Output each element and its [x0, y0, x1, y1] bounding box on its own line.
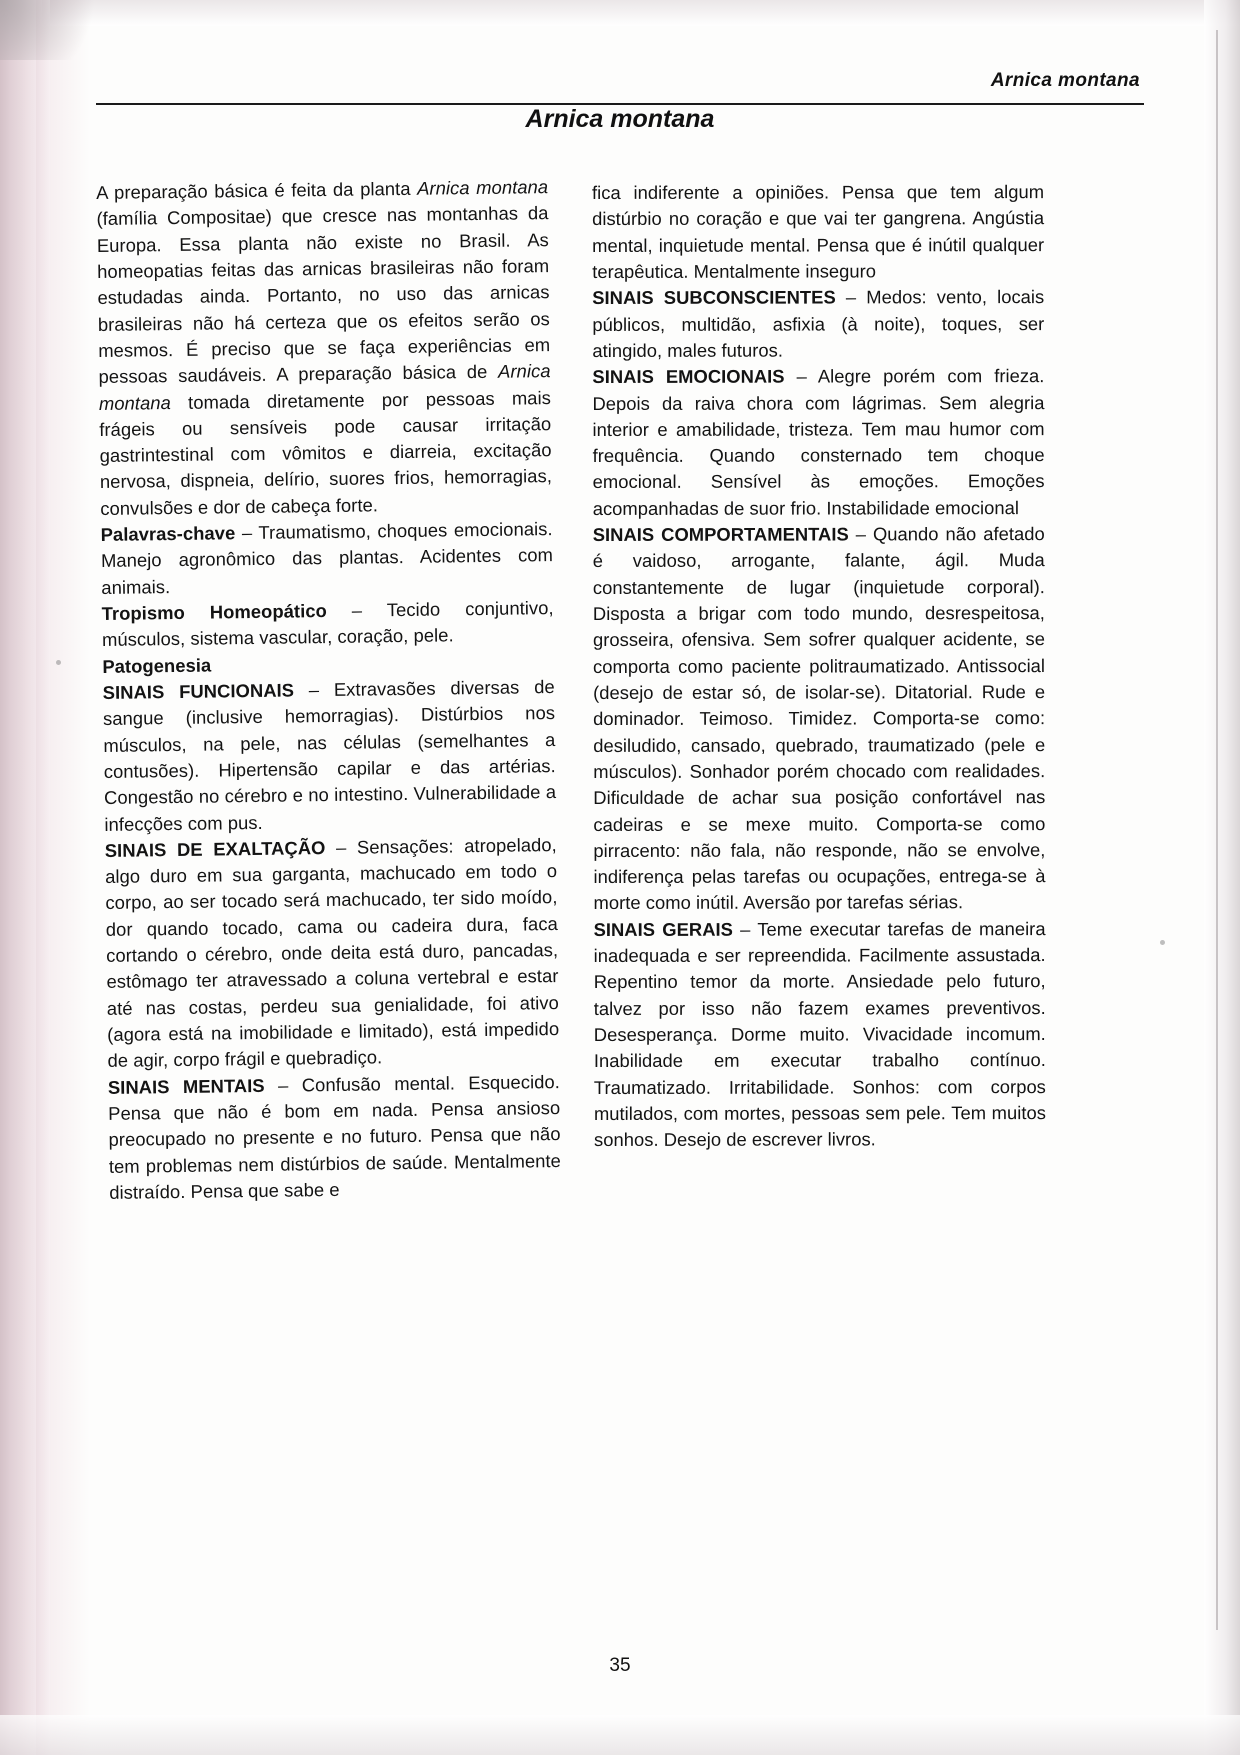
scan-binding-line: [1216, 30, 1218, 1630]
paragraph: fica indiferente a opiniões. Pensa que tem algum distúrbio no coração e que vai ter gangrena. Angústia mental, inquietude mental. Pensa que é inútil qualquer terapêutica. Mentalmente inseguro: [592, 181, 1045, 282]
paragraph: Tropismo Homeopático – Tecido conjuntivo, músculos, sistema vascular, coração, pele.: [101, 597, 554, 651]
body-columns: [96, 176, 1144, 1206]
paragraph: SINAIS DE EXALTAÇÃO – Sensações: atropelado, algo duro em sua garganta, machucado em todo o corpo, ao ser tocado será machucado, ter sido moído, dor quando tocado, cama ou cadeira dura, faca cortando o cérebro, onde deita está duro, pancadas, estômago ter atravessado a coluna vertebral e estar até nas costas, perdeu sua genialidade, foi ativo (agora está na imobilidade e limitado), está impedido de agir, corpo frágil e quebradiço.: [104, 833, 560, 1072]
scan-corner-shadow: [0, 0, 120, 60]
scan-speck: [1160, 940, 1165, 945]
paragraph: A preparação básica é feita da planta Arnica montana (família Compositae) que cresce nas montanhas da Europa. Essa planta não existe no Brasil. As homeopatias feitas das arnicas brasileiras não foram estudadas ainda. Portanto, no uso das arnicas brasileiras não há certeza que os efeitos serão os mesmos. É preciso que se faça experiências em pessoas saudáveis. A preparação básica de Arnica montana tomada diretamente por pessoas mais frágeis ou sensíveis pode causar irritação gastrintestinal com vômitos e diarreia, excitação nervosa, dispneia, delírio, suores frios, hemorragias, convulsões e dor de cabeça forte.: [96, 176, 553, 519]
scan-shadow-bottom: [0, 1715, 1240, 1755]
page-title: Arnica montana: [525, 105, 715, 133]
paragraph: SINAIS COMPORTAMENTAIS – Quando não afetado é vaidoso, arrogante, falante, ágil. Muda constantemente de lugar (inquietude corporal). Disposta a brigar com todo mundo, desrespeitosa, grosseira, ofensiva. Sem sofrer qualquer acidente, se comporta como paciente politraumatizado. Antissocial (desejo de estar só, de isolar-se). Ditatorial. Rude e dominador. Teimoso. Timidez. Comporta-se como: desiludido, cansado, quebrado, traumatizado (pele e músculos). Sonhador porém chocado com realidades. Dificuldade de achar sua posição confortável nas cadeiras e se mexe muito. Comporta-se como pirracento: não fala, não responde, não se envolve, indiferença pelas tarefas ou ocupações, entrega-se à morte como inútil. Aversão por tarefas sérias.: [592, 523, 1046, 914]
paragraph: Palavras-chave – Traumatismo, choques emocionais. Manejo agronômico das plantas. Acidentes com animais.: [100, 518, 554, 598]
column-left: [96, 174, 561, 1206]
running-head: Arnica montana: [990, 70, 1140, 91]
page-number: 35: [609, 1655, 631, 1676]
scan-shadow-right: [1204, 0, 1240, 1755]
paragraph: SINAIS GERAIS – Teme executar tarefas de maneira inadequada e ser repreendida. Facilmente assustada. Repentino temor da morte. Ansiedade pelo futuro, talvez por isso não fazem exames preventivos. Desesperança. Dorme muito. Vivacidade incomum. Inabilidade em executar trabalho contínuo. Traumatizado. Irritabilidade. Sonhos: com corpos mutilados, com mortes, pessoas sem pele. Tem muitos sonhos. Desejo de escrever livros.: [593, 917, 1046, 1151]
paragraph: SINAIS MENTAIS – Confusão mental. Esquecido. Pensa que não é bom em nada. Pensa ansioso preocupado no presente e no futuro. Pensa que não tem problemas nem distúrbios de saúde. Mentalmente distraído. Pensa que sabe e: [107, 1070, 562, 1203]
column-right: [592, 179, 1046, 1206]
paragraph: SINAIS EMOCIONAIS – Alegre porém com frieza. Depois da raiva chora com lágrimas. Sem alegria interior e amabilidade, tristeza. Tem mau humor com frequência. Quando consternado tem choque emocional. Sensível às emoções. Emoções acompanhadas de suor frio. Instabilidade emocional: [592, 365, 1045, 519]
paragraph: SINAIS SUBCONSCIENTES – Medos: vento, locais públicos, multidão, asfixia (à noite), toques, ser atingido, males futuros.: [592, 286, 1045, 361]
scan-speck: [56, 660, 61, 665]
section-heading: Patogenesia: [102, 654, 212, 677]
scan-color-tint: [0, 0, 90, 1755]
scan-shadow-top: [0, 0, 1240, 26]
paragraph: SINAIS FUNCIONAIS – Extravasões diversas de sangue (inclusive hemorragias). Distúrbios nos músculos, na pele, nas células (semelhantes a contusões). Hipertensão capilar e das artérias. Congestão no cérebro e no intestino. Vulnerabilidade a infecções com pus.: [102, 675, 557, 835]
